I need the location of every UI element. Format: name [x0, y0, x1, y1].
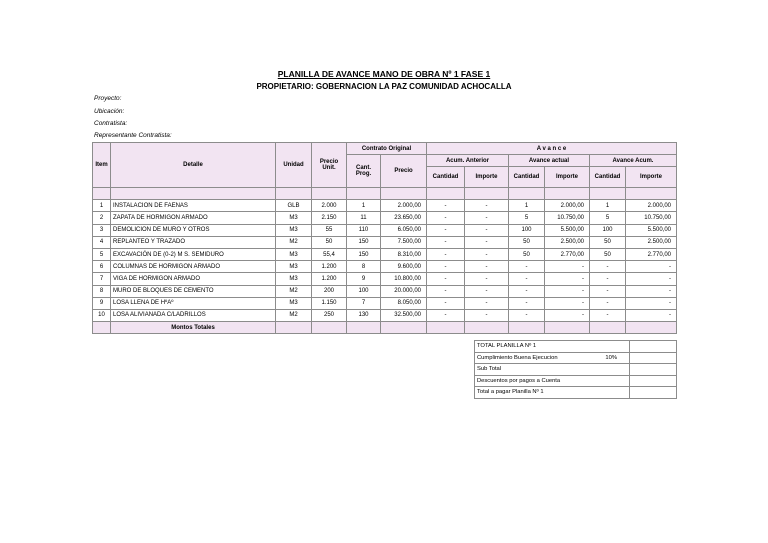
cant-prog-cell: 130 — [347, 309, 381, 321]
cant-prog-cell: 11 — [347, 212, 381, 224]
precio-unit-cell: 50 — [312, 236, 347, 248]
act-cantidad-cell: 5 — [509, 212, 545, 224]
header-acum-anterior: Acum. Anterior — [427, 155, 509, 167]
spacer-row — [93, 188, 677, 200]
ant-cantidad-cell: - — [427, 273, 465, 285]
header-item: Item — [93, 143, 111, 188]
cant-prog-cell: 150 — [347, 248, 381, 260]
item-cell: 4 — [93, 236, 111, 248]
ant-importe-cell: - — [465, 309, 509, 321]
act-importe-cell: - — [545, 261, 590, 273]
detalle-cell: EXCAVACIÓN DE (0-2) M S. SEMIDURO — [111, 248, 276, 260]
header-contrato-original: Contrato Original — [347, 143, 427, 155]
precio-cell: 9.600,00 — [381, 261, 427, 273]
act-importe-cell: 2.770,00 — [545, 248, 590, 260]
act-importe-cell: 5.500,00 — [545, 224, 590, 236]
header-ant-importe: Importe — [465, 167, 509, 188]
item-cell: 3 — [93, 224, 111, 236]
acum-importe-cell: 10.750,00 — [626, 212, 677, 224]
precio-unit-cell: 55,4 — [312, 248, 347, 260]
ant-cantidad-cell: - — [427, 261, 465, 273]
precio-unit-cell: 1.150 — [312, 297, 347, 309]
cant-prog-cell: 9 — [347, 273, 381, 285]
descuentos-label: Descuentos por pagos a Cuenta — [475, 375, 630, 387]
table-row — [93, 273, 677, 285]
precio-unit-cell: 1.200 — [312, 261, 347, 273]
ant-cantidad-cell: - — [427, 248, 465, 260]
acum-cantidad-cell: - — [590, 285, 626, 297]
header-precio-unit: Precio Unit. — [312, 143, 347, 188]
montos-totales-label: Montos Totales — [111, 322, 276, 334]
cant-prog-cell: 110 — [347, 224, 381, 236]
item-cell: 7 — [93, 273, 111, 285]
acum-importe-cell: - — [626, 273, 677, 285]
item-cell: 6 — [93, 261, 111, 273]
precio-cell: 7.500,00 — [381, 236, 427, 248]
header-detalle: Detalle — [111, 143, 276, 188]
ant-importe-cell: - — [465, 285, 509, 297]
acum-importe-cell: 2.500,00 — [626, 236, 677, 248]
header-avance-acum: Avance Acum. — [590, 155, 677, 167]
cumplimiento-label — [475, 352, 630, 364]
summary-row — [475, 387, 677, 399]
acum-cantidad-cell: - — [590, 297, 626, 309]
cant-prog-cell: 100 — [347, 285, 381, 297]
act-importe-cell: - — [545, 273, 590, 285]
header-unidad: Unidad — [276, 143, 312, 188]
item-cell: 1 — [93, 200, 111, 212]
unidad-cell: GLB — [276, 200, 312, 212]
acum-cantidad-cell: 100 — [590, 224, 626, 236]
ant-importe-cell: - — [465, 261, 509, 273]
precio-unit-cell: 200 — [312, 285, 347, 297]
totals-row — [93, 322, 677, 334]
act-importe-cell: 2.000,00 — [545, 200, 590, 212]
cumplimiento-pct: 10% — [605, 354, 617, 361]
item-cell: 5 — [93, 248, 111, 260]
summary-row — [475, 375, 677, 387]
item-cell: 8 — [93, 285, 111, 297]
acum-importe-cell: - — [626, 261, 677, 273]
detalle-cell: REPLANTEO Y TRAZADO — [111, 236, 276, 248]
detalle-cell: LOSA LLENA DE HºAº — [111, 297, 276, 309]
table-row — [93, 297, 677, 309]
ant-cantidad-cell: - — [427, 297, 465, 309]
unidad-cell: M2 — [276, 309, 312, 321]
header-acum-importe: Importe — [626, 167, 677, 188]
precio-unit-cell: 2.000 — [312, 200, 347, 212]
unidad-cell: M2 — [276, 285, 312, 297]
ant-importe-cell: - — [465, 212, 509, 224]
meta-contratista: Contratista: — [94, 120, 128, 127]
header-act-importe: Importe — [545, 167, 590, 188]
header-acum-cantidad: Cantidad — [590, 167, 626, 188]
act-cantidad-cell: 1 — [509, 200, 545, 212]
act-cantidad-cell: 50 — [509, 236, 545, 248]
avance-table — [92, 142, 677, 334]
table-row — [93, 285, 677, 297]
unidad-cell: M3 — [276, 248, 312, 260]
unidad-cell: M3 — [276, 297, 312, 309]
total-pagar-label: Total a pagar Planilla Nº 1 — [475, 387, 630, 399]
cant-prog-cell: 8 — [347, 261, 381, 273]
precio-cell: 6.050,00 — [381, 224, 427, 236]
acum-importe-cell: 2.000,00 — [626, 200, 677, 212]
precio-unit-cell: 55 — [312, 224, 347, 236]
ant-importe-cell: - — [465, 273, 509, 285]
precio-cell: 10.800,00 — [381, 273, 427, 285]
acum-importe-cell: - — [626, 285, 677, 297]
cant-prog-cell: 7 — [347, 297, 381, 309]
document-title: PLANILLA DE AVANCE MANO DE OBRA Nº 1 FASE 1 — [277, 69, 491, 79]
cant-prog-cell: 1 — [347, 200, 381, 212]
detalle-cell: DEMOLICION DE MURO Y OTROS — [111, 224, 276, 236]
ant-importe-cell: - — [465, 224, 509, 236]
ant-importe-cell: - — [465, 297, 509, 309]
meta-ubicacion: Ubicación: — [94, 108, 125, 115]
detalle-cell: INSTALACION DE FAENAS — [111, 200, 276, 212]
act-importe-cell: 2.500,00 — [545, 236, 590, 248]
detalle-cell: MURO DE BLOQUES DE CEMENTO — [111, 285, 276, 297]
summary-row — [475, 341, 677, 353]
ant-cantidad-cell: - — [427, 224, 465, 236]
act-cantidad-cell: - — [509, 285, 545, 297]
sub-total-label: Sub Total — [475, 364, 630, 376]
precio-cell: 32.500,00 — [381, 309, 427, 321]
act-cantidad-cell: - — [509, 309, 545, 321]
cumplimiento-text: Cumplimiento Buena Ejecucion — [477, 354, 558, 361]
item-cell: 9 — [93, 297, 111, 309]
act-cantidad-cell: - — [509, 261, 545, 273]
act-importe-cell: - — [545, 309, 590, 321]
header-cant-prog: Cant. Prog. — [347, 155, 381, 188]
ant-importe-cell: - — [465, 236, 509, 248]
summary-row — [475, 364, 677, 376]
acum-importe-cell: - — [626, 297, 677, 309]
summary-row — [475, 352, 677, 364]
precio-unit-cell: 1.200 — [312, 273, 347, 285]
detalle-cell: ZAPATA DE HORMIGON ARMADO — [111, 212, 276, 224]
meta-proyecto: Proyecto: — [94, 95, 122, 102]
acum-cantidad-cell: 1 — [590, 200, 626, 212]
ant-cantidad-cell: - — [427, 200, 465, 212]
acum-importe-cell: 2.770,00 — [626, 248, 677, 260]
act-cantidad-cell: 50 — [509, 248, 545, 260]
table-row — [93, 224, 677, 236]
acum-cantidad-cell: 50 — [590, 236, 626, 248]
header-avance-actual: Avance actual — [509, 155, 590, 167]
precio-cell: 8.310,00 — [381, 248, 427, 260]
acum-importe-cell: - — [626, 309, 677, 321]
acum-cantidad-cell: - — [590, 309, 626, 321]
detalle-cell: COLUMNAS DE HORMIGON ARMADO — [111, 261, 276, 273]
unidad-cell: M3 — [276, 224, 312, 236]
act-cantidad-cell: - — [509, 297, 545, 309]
cant-prog-cell: 150 — [347, 236, 381, 248]
act-cantidad-cell: 100 — [509, 224, 545, 236]
table-row — [93, 261, 677, 273]
detalle-cell: LOSA ALIVIANADA C/LADRILLOS — [111, 309, 276, 321]
act-importe-cell: 10.750,00 — [545, 212, 590, 224]
unidad-cell: M3 — [276, 261, 312, 273]
ant-importe-cell: - — [465, 200, 509, 212]
acum-cantidad-cell: 5 — [590, 212, 626, 224]
table-row — [93, 309, 677, 321]
precio-cell: 23.650,00 — [381, 212, 427, 224]
act-cantidad-cell: - — [509, 273, 545, 285]
precio-cell: 8.050,00 — [381, 297, 427, 309]
ant-cantidad-cell: - — [427, 285, 465, 297]
ant-cantidad-cell: - — [427, 236, 465, 248]
acum-cantidad-cell: - — [590, 261, 626, 273]
detalle-cell: VIGA DE HORMIGON ARMADO — [111, 273, 276, 285]
table-row — [93, 212, 677, 224]
precio-cell: 20.000,00 — [381, 285, 427, 297]
unidad-cell: M3 — [276, 212, 312, 224]
ant-cantidad-cell: - — [427, 309, 465, 321]
table-row — [93, 200, 677, 212]
unidad-cell: M2 — [276, 236, 312, 248]
unidad-cell: M3 — [276, 273, 312, 285]
header-avance: A v a n c e — [427, 143, 677, 155]
act-importe-cell: - — [545, 297, 590, 309]
precio-cell: 2.000,00 — [381, 200, 427, 212]
act-importe-cell: - — [545, 285, 590, 297]
total-planilla-label: TOTAL PLANILLA Nº 1 — [475, 341, 630, 353]
header-act-cantidad: Cantidad — [509, 167, 545, 188]
table-row — [93, 236, 677, 248]
acum-cantidad-cell: - — [590, 273, 626, 285]
header-precio: Precio — [381, 155, 427, 188]
ant-importe-cell: - — [465, 248, 509, 260]
acum-importe-cell: 5.500,00 — [626, 224, 677, 236]
precio-unit-cell: 2.150 — [312, 212, 347, 224]
acum-cantidad-cell: 50 — [590, 248, 626, 260]
header-ant-cantidad: Cantidad — [427, 167, 465, 188]
document-subtitle: PROPIETARIO: GOBERNACION LA PAZ COMUNIDAD ACHOCALLA — [256, 82, 512, 91]
meta-representante: Representante Contratista: — [94, 132, 172, 139]
item-cell: 2 — [93, 212, 111, 224]
ant-cantidad-cell: - — [427, 212, 465, 224]
item-cell: 10 — [93, 309, 111, 321]
table-row — [93, 248, 677, 260]
precio-unit-cell: 250 — [312, 309, 347, 321]
summary-table — [474, 340, 677, 399]
